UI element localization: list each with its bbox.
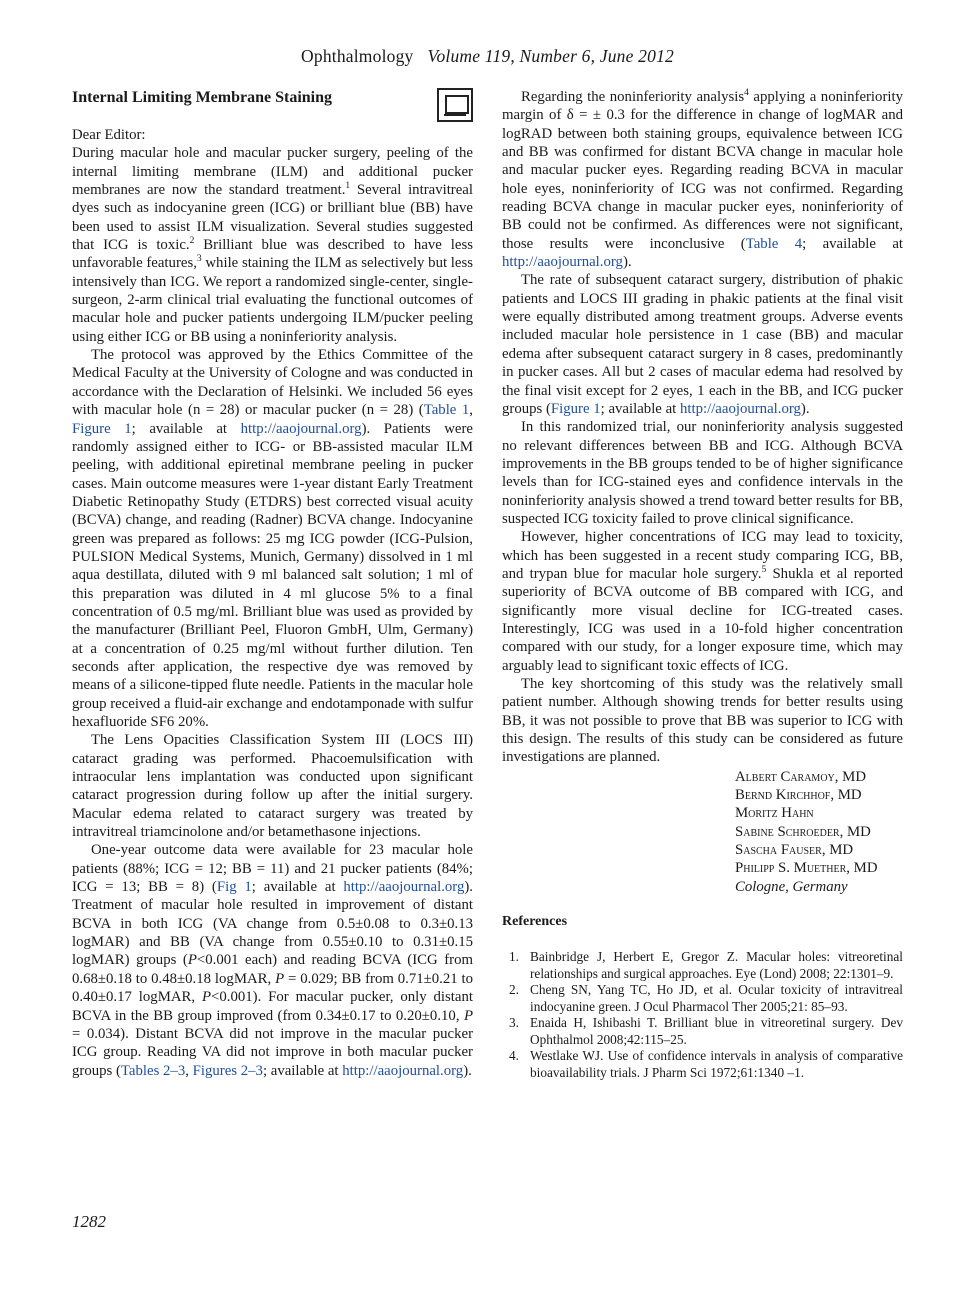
- references-heading: References: [502, 914, 568, 930]
- computer-screen-icon: [437, 88, 473, 122]
- paragraph: The key shortcoming of this study was the relatively small patient number. Although showing trends for better results using BB, it was not possible to prove that BB was superior to ICG with this design. The results of this study can be considered as future investigations are planned.: [502, 676, 903, 766]
- author: Sabine Schroeder, MD: [735, 823, 871, 840]
- left-column: [72, 88, 473, 1080]
- author: Albert Caramoy, MD: [735, 768, 867, 785]
- paragraph: Regarding the noninferiority analysis$^4$ applying a noninferiority margin of δ = ± 0.3 for the difference in change of logMAR and logRAD between both staining groups, equivalence between ICG and BB was confirmed for distant BCVA change in macular hole and macular pucker eyes. Regarding reading BCVA in macular hole eyes, noninferiority of ICG was not confirmed. Regarding reading BCVA change in macular pucker eyes, noninferiority of BB could not be confirmed. As differences were not significant, those results were inconclusive (Table 4; available at http://aaojournal.org).: [502, 88, 904, 271]
- article-title-row: [72, 88, 473, 126]
- figure-link[interactable]: Fig 1: [216, 879, 252, 896]
- figure-link[interactable]: Figure 1: [72, 420, 132, 437]
- paragraph: In this randomized trial, our noninferiority analysis suggested no relevant differences between BB and ICG. Although BCVA improvements in the BB groups tended to be of higher significance levels than for ICG-stained eyes and confidence intervals in the noninferiority analysis showed a trend toward better results for BB, suspected ICG toxicity failed to prove clinical significance.: [502, 419, 903, 527]
- paragraph: One-year outcome data were available for 23 macular hole patients (88%; ICG = 12; BB = 11) and 21 pucker patients (84%; ICG = 13; BB = 8) (Fig 1; available at http://aaojournal.org). Treatment of macular hole resulted in improvement of distant BCVA in both ICG (VA change from 0.5±0.08 to 0.3±0.13 logMAR) and BB (VA change from 0.55±0.10 to 0.31±0.15 logMAR) groups (P<0.001 each) and reading BCVA (ICG from 0.68±0.18 to 0.48±0.18 logMAR, P = 0.029; BB from 0.71±0.21 to 0.40±0.17 logMAR, P<0.001). For macular pucker, only distant BCVA in the BB group improved (from 0.34±0.17 to 0.20±0.10, P = 0.034). Distant BCVA did not improve in the macular pucker ICG group. Reading VA did not improve in both macular pucker groups (Tables 2–3, Figures 2–3; available at http://aaojournal.org).: [72, 842, 474, 1079]
- reference-item: 2. Cheng SN, Yang TC, Ho JD, et al. Ocular toxicity of intravitreal indocyanine green. J Ocul Pharmacol Ther 2005;21: 85–93.: [509, 982, 903, 1014]
- paragraph: The protocol was approved by the Ethics Committee of the Medical Faculty at the University of Cologne and was conducted in accordance with the Declaration of Helsinki. We included 56 eyes with macular hole (n = 28) or macular pucker (n = 28) (Table 1, Figure 1; available at http://aaojournal.org). Patients were randomly assigned either to ICG- or BB-assisted macular ILM peeling, with additional epiretinal membrane peeling in pucker cases. Main outcome measures were 1-year distant Early Treatment Diabetic Retinopathy Study (ETDRS) best corrected visual acuity (BCVA) change, and reading (Radner) BCVA change. Indocyanine green was prepared as follows: 25 mg ICG powder (ICG-Pulsion, PULSION Medical Systems, Munich, Germany) dissolved in 1 ml aqua destillata, diluted with 9 ml balanced salt solution; 1 ml of this preparation was diluted in 4 ml glucose 5% to a final concentration of 0.5 mg/ml. Brilliant blue was used as provided by the manufacturer (Brilliant Peel, Fluoron GmbH, Ulm, Germany) at a concentration of 0.25 mg/ml without further dilution. Ten seconds after application, the respective dye was removed by means of a silicone-tipped flute needle. Patients in the macular hole group received a fluid-air exchange and endotamponade with sulfur hexafluoride SF6 20%.: [72, 347, 474, 730]
- paragraph: The Lens Opacities Classification System III (LOCS III) cataract grading was performed. Phacoemulsification with intraocular lens implantation was conducted upon significant cataract progression during follow up after the initial surgery. Macular edema related to cataract surgery was treated by intravitreal triamcinolone and/or betamethasone injections.: [72, 732, 473, 841]
- paragraph: However, higher concentrations of ICG may lead to toxicity, which has been suggested in a recent study comparing ICG, BB, and trypan blue for macular hole surgery.$^5$ Shukla et al reported superiority of BCVA outcome of BB compared with ICG, and significantly more visual decline for ICG-treated cases. Interestingly, ICG was used in a 10-fold higher concentration compared with our study, for a longer exposure time, which may arguably lead to significant toxic effects of ICG.: [502, 529, 903, 674]
- journal-url-link[interactable]: http://aaojournal.org: [342, 1062, 464, 1079]
- tables-link[interactable]: Tables 2–3: [120, 1062, 186, 1079]
- page-number: 1282: [72, 1212, 106, 1231]
- article-title: Internal Limiting Membrane Staining: [72, 89, 333, 106]
- journal-url-link[interactable]: http://aaojournal.org: [343, 879, 465, 896]
- paragraph: During macular hole and macular pucker surgery, peeling of the internal limiting membrane (ILM) and additional pucker membranes are now the standard treatment.$^1$ Several intravitreal dyes such as indocyanine green (ICG) or brilliant blue (BB) have been used to assist ILM visualization. Several studies suggested that ICG is toxic.$^2$ Brilliant blue was described to have less unfavorable features,$^3$ while staining the ILM as selectively but less intensively than ICG. We report a randomized single-center, single-surgeon, 2-arm clinical trial evaluating the functional outcomes of macular hole and pucker patients undergoing ILM/pucker peeling using either ICG or BB using a noninferiority analysis.: [72, 145, 473, 345]
- author: Sascha Fauser, MD: [735, 842, 854, 859]
- author: Bernd Kirchhof, MD: [735, 787, 862, 804]
- table-link[interactable]: Table 4: [745, 235, 803, 252]
- reference-item: 4. Westlake WJ. Use of confidence intervals in analysis of comparative bioavailability trials. J Pharm Sci 1972;61:1340 –1.: [509, 1048, 903, 1080]
- author: Philipp S. Muether, MD: [735, 860, 878, 877]
- figures-link[interactable]: Figures 2–3: [192, 1062, 263, 1079]
- reference-item: 1. Bainbridge J, Herbert E, Gregor Z. Macular holes: vitreoretinal relationships and surgical approaches. Eye (Lond) 2008; 22:1301–9.: [509, 949, 903, 981]
- table-link[interactable]: Table 1: [423, 402, 470, 419]
- paragraph: The rate of subsequent cataract surgery, distribution of phakic patients and LOCS III grading in phakic patients at the final visit were equally distributed among treatment groups. Adverse events included macular hole persistence in 1 case (BB) and macular edema after subsequent cataract surgery in 8 cases, predominantly in pucker cases. All but 2 cases of macular edema had resolved by the final visit except for 2 eyes, 1 each in the BB, and ICG pucker groups (Figure 1; available at http://aaojournal.org).: [502, 272, 903, 417]
- author-signature: [735, 768, 903, 896]
- journal-url-link[interactable]: http://aaojournal.org: [240, 420, 362, 437]
- reference-item: 3. Enaida H, Ishibashi T. Brilliant blue in vitreoretinal surgery. Dev Ophthalmol 2008;42:115–25.: [509, 1015, 903, 1047]
- salutation: Dear Editor:: [72, 127, 146, 143]
- journal-volume: Volume 119, Number 6, June 2012: [427, 46, 674, 66]
- running-header: [0, 46, 975, 67]
- author-location: Cologne, Germany: [735, 878, 848, 895]
- right-column: [502, 88, 903, 1081]
- references-list: [502, 949, 903, 1081]
- journal-url-link[interactable]: http://aaojournal.org: [679, 400, 801, 417]
- author: Moritz Hahn: [735, 805, 814, 822]
- journal-url-link[interactable]: http://aaojournal.org: [502, 254, 623, 271]
- journal-name: Ophthalmology: [301, 46, 414, 66]
- figure-link[interactable]: Figure 1: [550, 400, 601, 417]
